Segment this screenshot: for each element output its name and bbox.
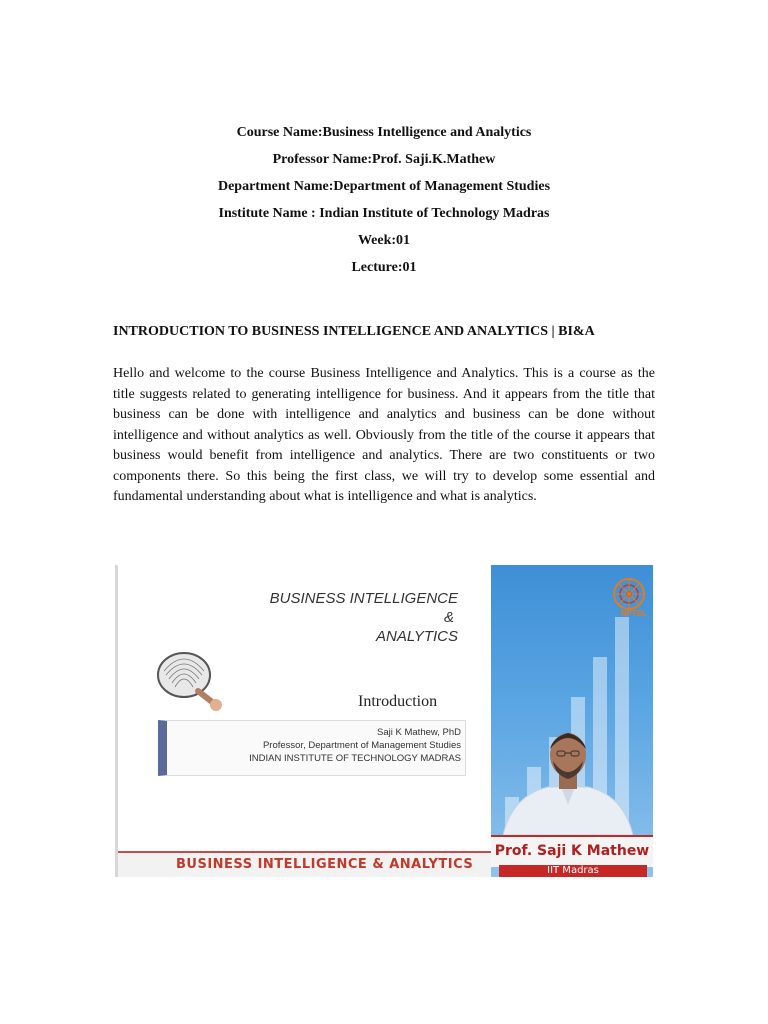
slide-title-ampersand: &	[443, 609, 454, 626]
slide-title-line: ANALYTICS	[376, 628, 458, 645]
author-institute: INDIAN INSTITUTE OF TECHNOLOGY MADRAS	[249, 753, 461, 764]
slide-footer	[118, 851, 494, 877]
presenter-affiliation-plate	[499, 865, 647, 877]
slide-footer-text: BUSINESS INTELLIGENCE & ANALYTICS	[176, 857, 474, 872]
author-title: Professor, Department of Management Studies	[262, 740, 461, 751]
institute-name: Institute Name : Indian Institute of Technology Madras	[218, 206, 550, 221]
professor-name: Professor Name:Prof. Saji.K.Mathew	[272, 152, 496, 167]
nptel-logo-text: NPTEL	[620, 609, 647, 618]
presenter-name-plate	[491, 835, 653, 867]
intro-paragraph: Hello and welcome to the course Business Intelligence and Analytics. This is a course as the title suggests related to generating intelligence for business. And it appears from the title that business can be done with intelligence and analytics and business can be done without intelligence and without analytics as well. Obviously from the title of the course it appears that business would benefit from intelligence and analytics. There are two constituents or two components there. So this being the first class, we will try to develop some essential and fundamental understanding about what is intelligence and what is analytics.	[113, 366, 655, 504]
department-name: Department Name:Department of Management Studies	[217, 179, 551, 194]
slide-title	[258, 589, 458, 646]
magnifier-fingerprint-icon	[146, 645, 226, 715]
slide-subtitle: Introduction	[358, 693, 438, 710]
slide-title-line: BUSINESS INTELLIGENCE	[269, 590, 458, 607]
lecture-video-frame	[115, 565, 653, 877]
presenter-video	[491, 565, 653, 877]
section-heading: INTRODUCTION TO BUSINESS INTELLIGENCE AND ANALYTICS | BI&A	[113, 324, 595, 339]
slide-author-box	[158, 720, 466, 776]
author-name: Saji K Mathew, PhD	[377, 727, 461, 738]
presenter-figure	[503, 725, 633, 835]
presenter-name: Prof. Saji K Mathew	[494, 843, 650, 859]
week-number: Week:01	[357, 233, 411, 248]
course-name: Course Name:Business Intelligence and Analytics	[236, 125, 532, 140]
lecture-number: Lecture:01	[351, 260, 417, 275]
presenter-affiliation: IIT Madras	[547, 865, 599, 876]
lecture-slide	[115, 565, 494, 877]
